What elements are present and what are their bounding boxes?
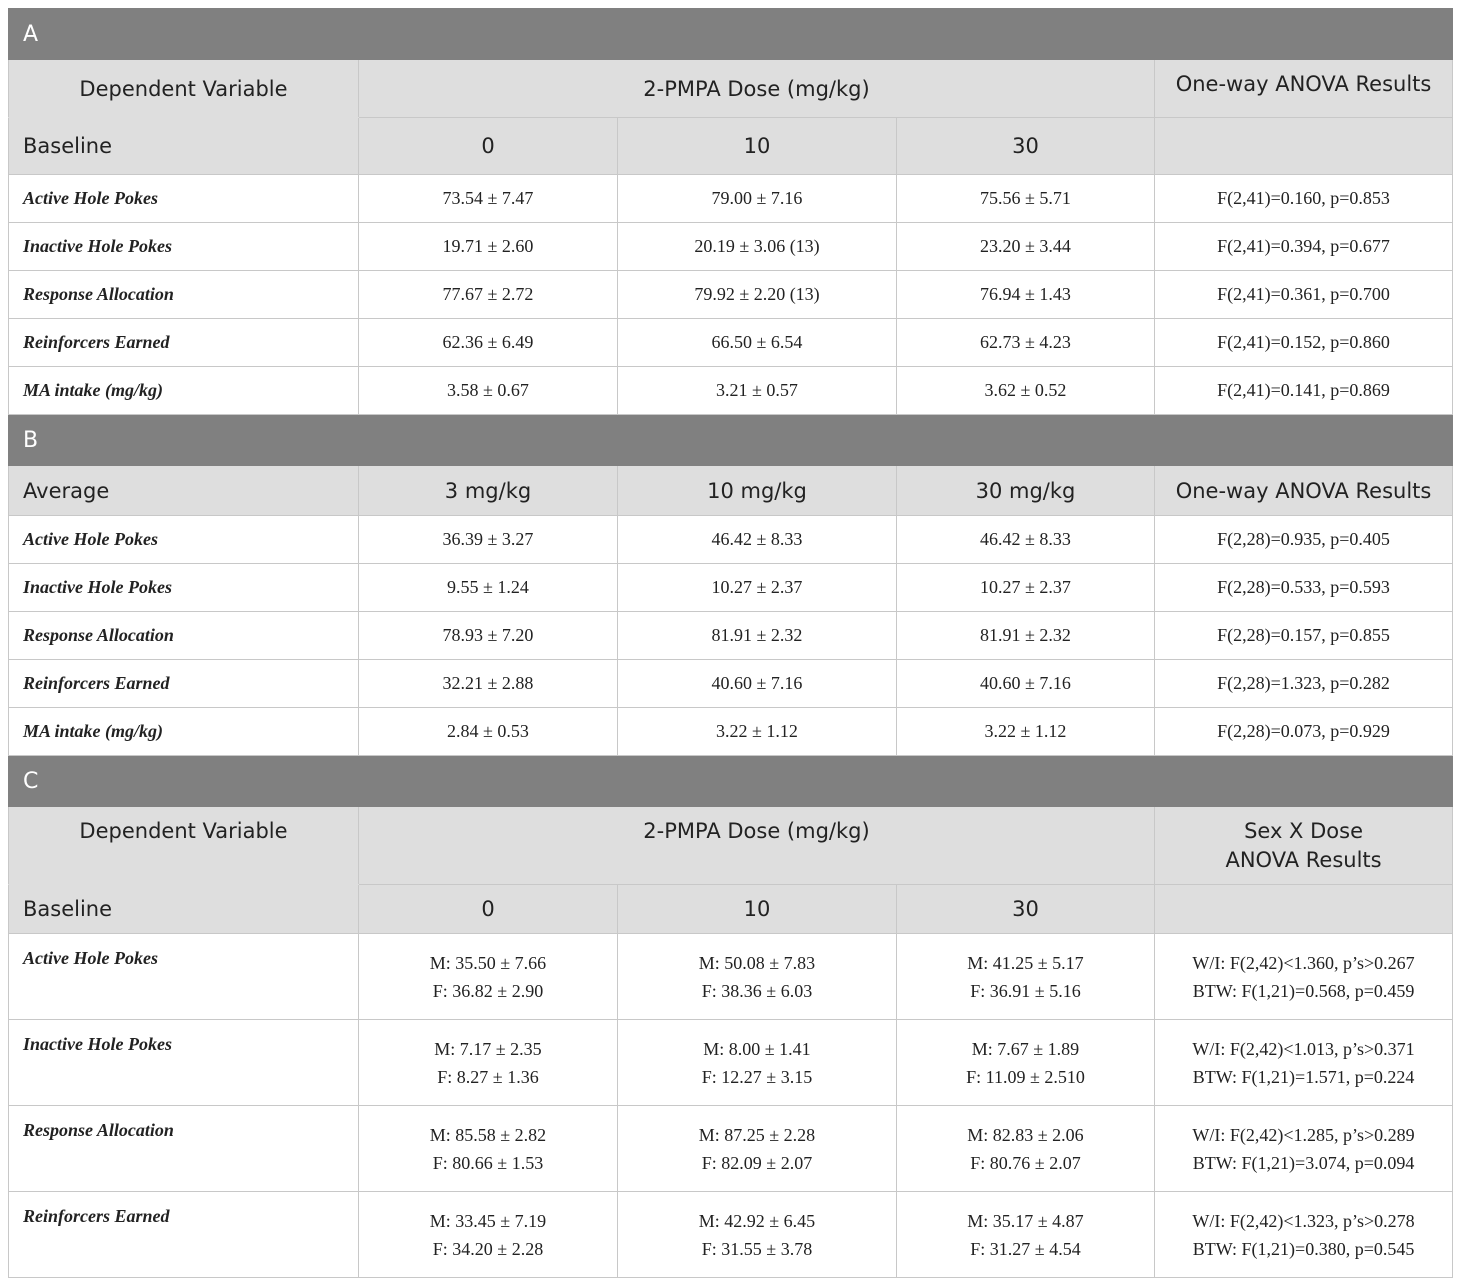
anova-cell: F(2,28)=0.935, p=0.405 (1155, 516, 1453, 564)
variable-name: MA intake (mg/kg) (9, 367, 359, 415)
results-table (8, 8, 1453, 1278)
female-value: F: 12.27 ± 3.15 (701, 1066, 813, 1087)
baseline-label: Baseline (9, 118, 359, 175)
table-row (9, 516, 1453, 564)
anova-cell: F(2,41)=0.394, p=0.677 (1155, 223, 1453, 271)
value-cell (359, 1020, 618, 1106)
anova-cell: F(2,41)=0.160, p=0.853 (1155, 175, 1453, 223)
anova-header-line-2: ANOVA Results (1225, 847, 1382, 872)
male-value: M: 41.25 ± 5.17 (967, 952, 1084, 973)
anova-cell (1155, 1020, 1453, 1106)
value-cell (897, 1192, 1155, 1278)
female-value: F: 80.76 ± 2.07 (970, 1152, 1081, 1173)
between-result: BTW: F(1,21)=1.571, p=0.224 (1192, 1066, 1415, 1087)
anova-cell (1155, 1192, 1453, 1278)
results-table-container (8, 8, 1452, 1278)
section-c-header (9, 756, 1453, 807)
value-cell: 77.67 ± 2.72 (359, 271, 618, 319)
anova-cell (1155, 1106, 1453, 1192)
anova-header-line-1: Sex X Dose (1244, 818, 1363, 843)
value-cell (359, 1192, 618, 1278)
section-label: B (9, 415, 1453, 466)
between-result: BTW: F(1,21)=3.074, p=0.094 (1192, 1152, 1415, 1173)
male-value: M: 85.58 ± 2.82 (429, 1124, 547, 1145)
dose-30-header: 30 (897, 118, 1155, 175)
table-row (9, 612, 1453, 660)
section-c-header-row-1 (9, 807, 1453, 885)
value-cell: 9.55 ± 1.24 (359, 564, 618, 612)
female-value: F: 8.27 ± 1.36 (437, 1066, 539, 1087)
value-cell (618, 1106, 897, 1192)
variable-name: Response Allocation (9, 271, 359, 319)
table-row (9, 367, 1453, 415)
variable-name: Response Allocation (9, 1106, 359, 1192)
table-row (9, 660, 1453, 708)
value-cell: 3.62 ± 0.52 (897, 367, 1155, 415)
male-value: M: 82.83 ± 2.06 (967, 1124, 1084, 1145)
between-result: BTW: F(1,21)=0.568, p=0.459 (1192, 980, 1415, 1001)
value-cell: 75.56 ± 5.71 (897, 175, 1155, 223)
section-a-header-row-1 (9, 60, 1453, 118)
value-cell: 62.36 ± 6.49 (359, 319, 618, 367)
variable-name: Reinforcers Earned (9, 1192, 359, 1278)
anova-header: One-way ANOVA Results (1155, 60, 1453, 118)
anova-cell: F(2,28)=0.073, p=0.929 (1155, 708, 1453, 756)
female-value: F: 34.20 ± 2.28 (432, 1238, 544, 1259)
variable-name: Inactive Hole Pokes (9, 223, 359, 271)
dose-10-header: 10 (618, 885, 897, 934)
variable-name: Inactive Hole Pokes (9, 564, 359, 612)
within-result: W/I: F(2,42)<1.013, p’s>0.371 (1192, 1038, 1415, 1059)
value-cell: 3.21 ± 0.57 (618, 367, 897, 415)
anova-header (1155, 807, 1453, 885)
male-value: M: 8.00 ± 1.41 (703, 1038, 811, 1059)
value-cell: 62.73 ± 4.23 (897, 319, 1155, 367)
table-row (9, 175, 1453, 223)
anova-cell: F(2,41)=0.152, p=0.860 (1155, 319, 1453, 367)
section-b-header (9, 415, 1453, 466)
value-cell: 79.92 ± 2.20 (13) (618, 271, 897, 319)
variable-name: Active Hole Pokes (9, 516, 359, 564)
anova-blank (1155, 118, 1453, 175)
dose-0-header: 0 (359, 118, 618, 175)
female-value: F: 36.82 ± 2.90 (432, 980, 544, 1001)
section-a-header (9, 9, 1453, 60)
dose-30-header: 30 (897, 885, 1155, 934)
anova-cell: F(2,28)=0.533, p=0.593 (1155, 564, 1453, 612)
value-cell (897, 1106, 1155, 1192)
dependent-variable-header: Dependent Variable (9, 60, 359, 118)
female-value: F: 38.36 ± 6.03 (701, 980, 813, 1001)
value-cell: 23.20 ± 3.44 (897, 223, 1155, 271)
value-cell: 10.27 ± 2.37 (618, 564, 897, 612)
anova-cell: F(2,28)=0.157, p=0.855 (1155, 612, 1453, 660)
value-cell (618, 1020, 897, 1106)
male-value: M: 7.67 ± 1.89 (971, 1038, 1080, 1059)
dose-10-header: 10 mg/kg (618, 466, 897, 516)
table-row (9, 1192, 1453, 1278)
dose-header: 2-PMPA Dose (mg/kg) (359, 807, 1155, 885)
value-cell: 76.94 ± 1.43 (897, 271, 1155, 319)
female-value: F: 80.66 ± 1.53 (432, 1152, 544, 1173)
section-label: A (9, 9, 1453, 60)
dose-30-header: 30 mg/kg (897, 466, 1155, 516)
section-label: C (9, 756, 1453, 807)
table-row (9, 223, 1453, 271)
value-cell: 36.39 ± 3.27 (359, 516, 618, 564)
male-value: M: 33.45 ± 7.19 (429, 1210, 547, 1231)
value-cell: 19.71 ± 2.60 (359, 223, 618, 271)
value-cell (618, 1192, 897, 1278)
average-label: Average (9, 466, 359, 516)
variable-name: Reinforcers Earned (9, 660, 359, 708)
male-value: M: 87.25 ± 2.28 (698, 1124, 816, 1145)
value-cell: 40.60 ± 7.16 (618, 660, 897, 708)
value-cell: 46.42 ± 8.33 (618, 516, 897, 564)
dose-10-header: 10 (618, 118, 897, 175)
dose-header: 2-PMPA Dose (mg/kg) (359, 60, 1155, 118)
value-cell: 32.21 ± 2.88 (359, 660, 618, 708)
section-a-header-row-2 (9, 118, 1453, 175)
variable-name: Inactive Hole Pokes (9, 1020, 359, 1106)
female-value: F: 31.27 ± 4.54 (970, 1238, 1081, 1259)
female-value: F: 31.55 ± 3.78 (701, 1238, 813, 1259)
value-cell (359, 934, 618, 1020)
within-result: W/I: F(2,42)<1.285, p’s>0.289 (1192, 1124, 1415, 1145)
anova-header: One-way ANOVA Results (1155, 466, 1453, 516)
section-b-header-row (9, 466, 1453, 516)
value-cell: 46.42 ± 8.33 (897, 516, 1155, 564)
variable-name: Response Allocation (9, 612, 359, 660)
table-row (9, 1106, 1453, 1192)
table-row (9, 1020, 1453, 1106)
value-cell: 66.50 ± 6.54 (618, 319, 897, 367)
anova-cell (1155, 934, 1453, 1020)
section-c-header-row-2 (9, 885, 1453, 934)
value-cell: 3.22 ± 1.12 (897, 708, 1155, 756)
table-row (9, 934, 1453, 1020)
female-value: F: 82.09 ± 2.07 (701, 1152, 813, 1173)
value-cell: 3.58 ± 0.67 (359, 367, 618, 415)
anova-cell: F(2,41)=0.361, p=0.700 (1155, 271, 1453, 319)
dose-0-header: 0 (359, 885, 618, 934)
dependent-variable-header: Dependent Variable (9, 807, 359, 885)
value-cell: 2.84 ± 0.53 (359, 708, 618, 756)
male-value: M: 7.17 ± 2.35 (434, 1038, 542, 1059)
value-cell (359, 1106, 618, 1192)
value-cell: 20.19 ± 3.06 (13) (618, 223, 897, 271)
table-row (9, 319, 1453, 367)
anova-cell: F(2,28)=1.323, p=0.282 (1155, 660, 1453, 708)
value-cell: 81.91 ± 2.32 (618, 612, 897, 660)
male-value: M: 42.92 ± 6.45 (698, 1210, 816, 1231)
value-cell: 73.54 ± 7.47 (359, 175, 618, 223)
female-value: F: 36.91 ± 5.16 (970, 980, 1081, 1001)
value-cell: 78.93 ± 7.20 (359, 612, 618, 660)
table-row (9, 271, 1453, 319)
table-row (9, 708, 1453, 756)
value-cell (897, 1020, 1155, 1106)
table-row (9, 564, 1453, 612)
female-value: F: 11.09 ± 2.510 (966, 1066, 1085, 1087)
value-cell: 3.22 ± 1.12 (618, 708, 897, 756)
value-cell: 40.60 ± 7.16 (897, 660, 1155, 708)
variable-name: Active Hole Pokes (9, 934, 359, 1020)
male-value: M: 35.50 ± 7.66 (429, 952, 547, 973)
anova-cell: F(2,41)=0.141, p=0.869 (1155, 367, 1453, 415)
male-value: M: 50.08 ± 7.83 (698, 952, 816, 973)
value-cell (618, 934, 897, 1020)
variable-name: Reinforcers Earned (9, 319, 359, 367)
within-result: W/I: F(2,42)<1.323, p’s>0.278 (1192, 1210, 1415, 1231)
between-result: BTW: F(1,21)=0.380, p=0.545 (1192, 1238, 1415, 1259)
value-cell (897, 934, 1155, 1020)
variable-name: Active Hole Pokes (9, 175, 359, 223)
male-value: M: 35.17 ± 4.87 (967, 1210, 1084, 1231)
value-cell: 79.00 ± 7.16 (618, 175, 897, 223)
dose-3-header: 3 mg/kg (359, 466, 618, 516)
value-cell: 81.91 ± 2.32 (897, 612, 1155, 660)
variable-name: MA intake (mg/kg) (9, 708, 359, 756)
within-result: W/I: F(2,42)<1.360, p’s>0.267 (1192, 952, 1415, 973)
baseline-label: Baseline (9, 885, 359, 934)
anova-blank (1155, 885, 1453, 934)
value-cell: 10.27 ± 2.37 (897, 564, 1155, 612)
